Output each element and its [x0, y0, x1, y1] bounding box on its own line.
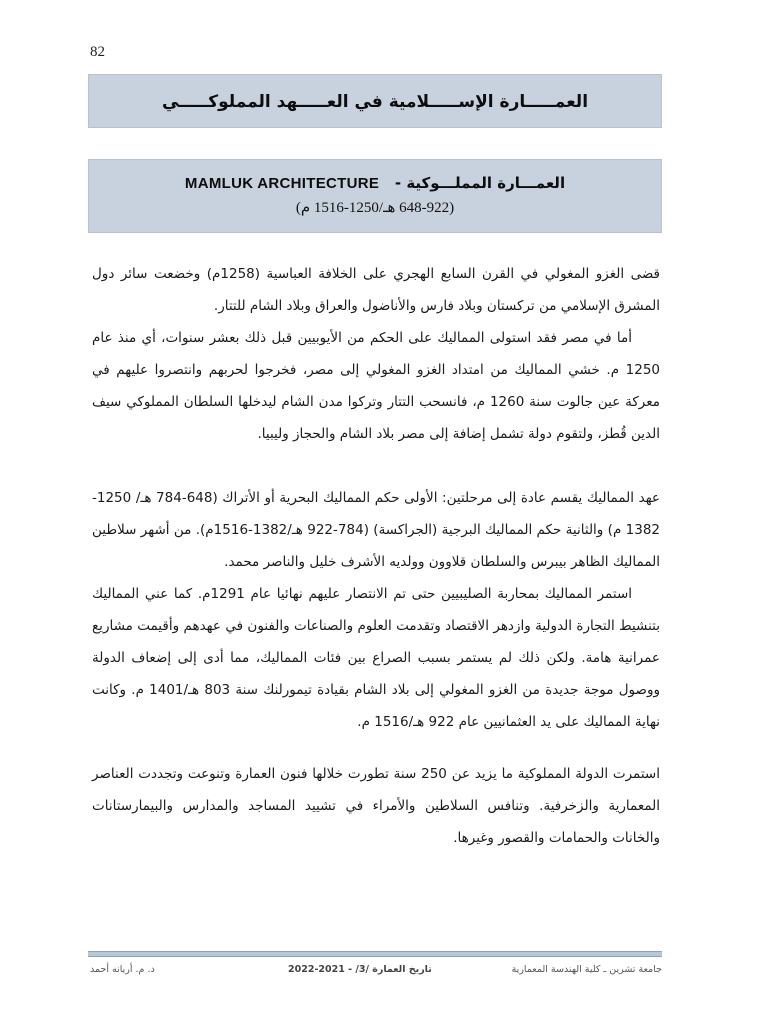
- footer-author: د. م. أريانه أحمد: [90, 964, 155, 975]
- body-block-2: [92, 482, 660, 738]
- section-title-english: MAMLUK ARCHITECTURE: [184, 175, 380, 192]
- section-title: [89, 172, 661, 195]
- body-block-1: [92, 258, 660, 450]
- chapter-title: العمـــــارة الإســـــلامية في العـــــهد المملوكـــــي: [161, 92, 589, 112]
- body-block-3: [92, 758, 660, 854]
- section-title-banner: [88, 159, 662, 233]
- paragraph-crusaders-end: استمر المماليك بمحاربة الصليبيين حتى تم الانتصار عليهم نهائيا عام 1291م. كما عني المماليك بتنشيط التجارة الدولية وازدهر الاقتصاد وتقدمت العلوم والصناعات والفنون في عهدهم وأقيمت مشاريع عمرانية هامة. ولكن ذلك لم يستمر بسبب الصراع بين فئات المماليك، مما أدى إلى إضعاف الدولة ووصول موجة جديدة من الغزو المغولي إلى بلاد الشام بقيادة تيمورلنك سنة 803 هـ/1401 م. وكانت نهاية المماليك على يد العثمانيين عام 922 هـ/1516 م.: [92, 586, 660, 730]
- page-footer: [88, 964, 662, 980]
- section-title-arabic: العمـــارة المملـــوكية -: [394, 174, 566, 192]
- chapter-title-banner: [88, 74, 662, 128]
- footer-course: تاريخ العمارة /3/ - 2021-2022: [288, 964, 432, 975]
- paragraph-mongol-invasion: قضى الغزو المغولي في القرن السابع الهجري على الخلافة العباسية (1258م) وخضعت سائر دول المشرق الإسلامي من تركستان وبلاد فارس والأناضول والعراق وبلاد الشام للتتار.: [92, 266, 660, 314]
- section-dates: (648-922 هـ/1250-1516 م): [295, 200, 455, 216]
- footer-university: جامعة تشرين ـ كلية الهندسة المعمارية: [511, 964, 662, 975]
- paragraph-architecture-development: استمرت الدولة المملوكية ما يزيد عن 250 سنة تطورت خلالها فنون العمارة وتنوعت وتجددت العناصر المعمارية والزخرفية. وتنافس السلاطين والأمراء في تشييد المساجد والمدارس والبيمارستانات والخانات والحمامات والقصور وغيرها.: [92, 766, 660, 846]
- paragraph-mamluk-rise: أما في مصر فقد استولى المماليك على الحكم من الأيوبيين قبل ذلك بعشر سنوات، أي منذ عام 1250 م. خشي المماليك من امتداد الغزو المغولي إلى مصر، فخرجوا لحربهم وانتصروا عليهم في معركة عين جالوت سنة 1260 م، فانسحب التتار وتركوا مدن الشام ليدخلها السلطان المملوكي سيف الدين قُطز، ولتقوم دولة تشمل إضافة إلى مصر بلاد الشام والحجاز وليبيا.: [92, 330, 660, 442]
- page-number: 82: [90, 44, 105, 60]
- footer-divider: [88, 951, 662, 957]
- paragraph-mamluk-periods: عهد المماليك يقسم عادة إلى مرحلتين: الأولى حكم المماليك البحرية أو الأتراك (648-784 هـ/ 1250-1382 م) والثانية حكم المماليك البرجية (الجراكسة) (784-922 هـ/1382-1516م). من أشهر سلاطين المماليك الظاهر بيبرس والسلطان قلاوون وولديه الأشرف خليل والناصر محمد.: [92, 490, 661, 570]
